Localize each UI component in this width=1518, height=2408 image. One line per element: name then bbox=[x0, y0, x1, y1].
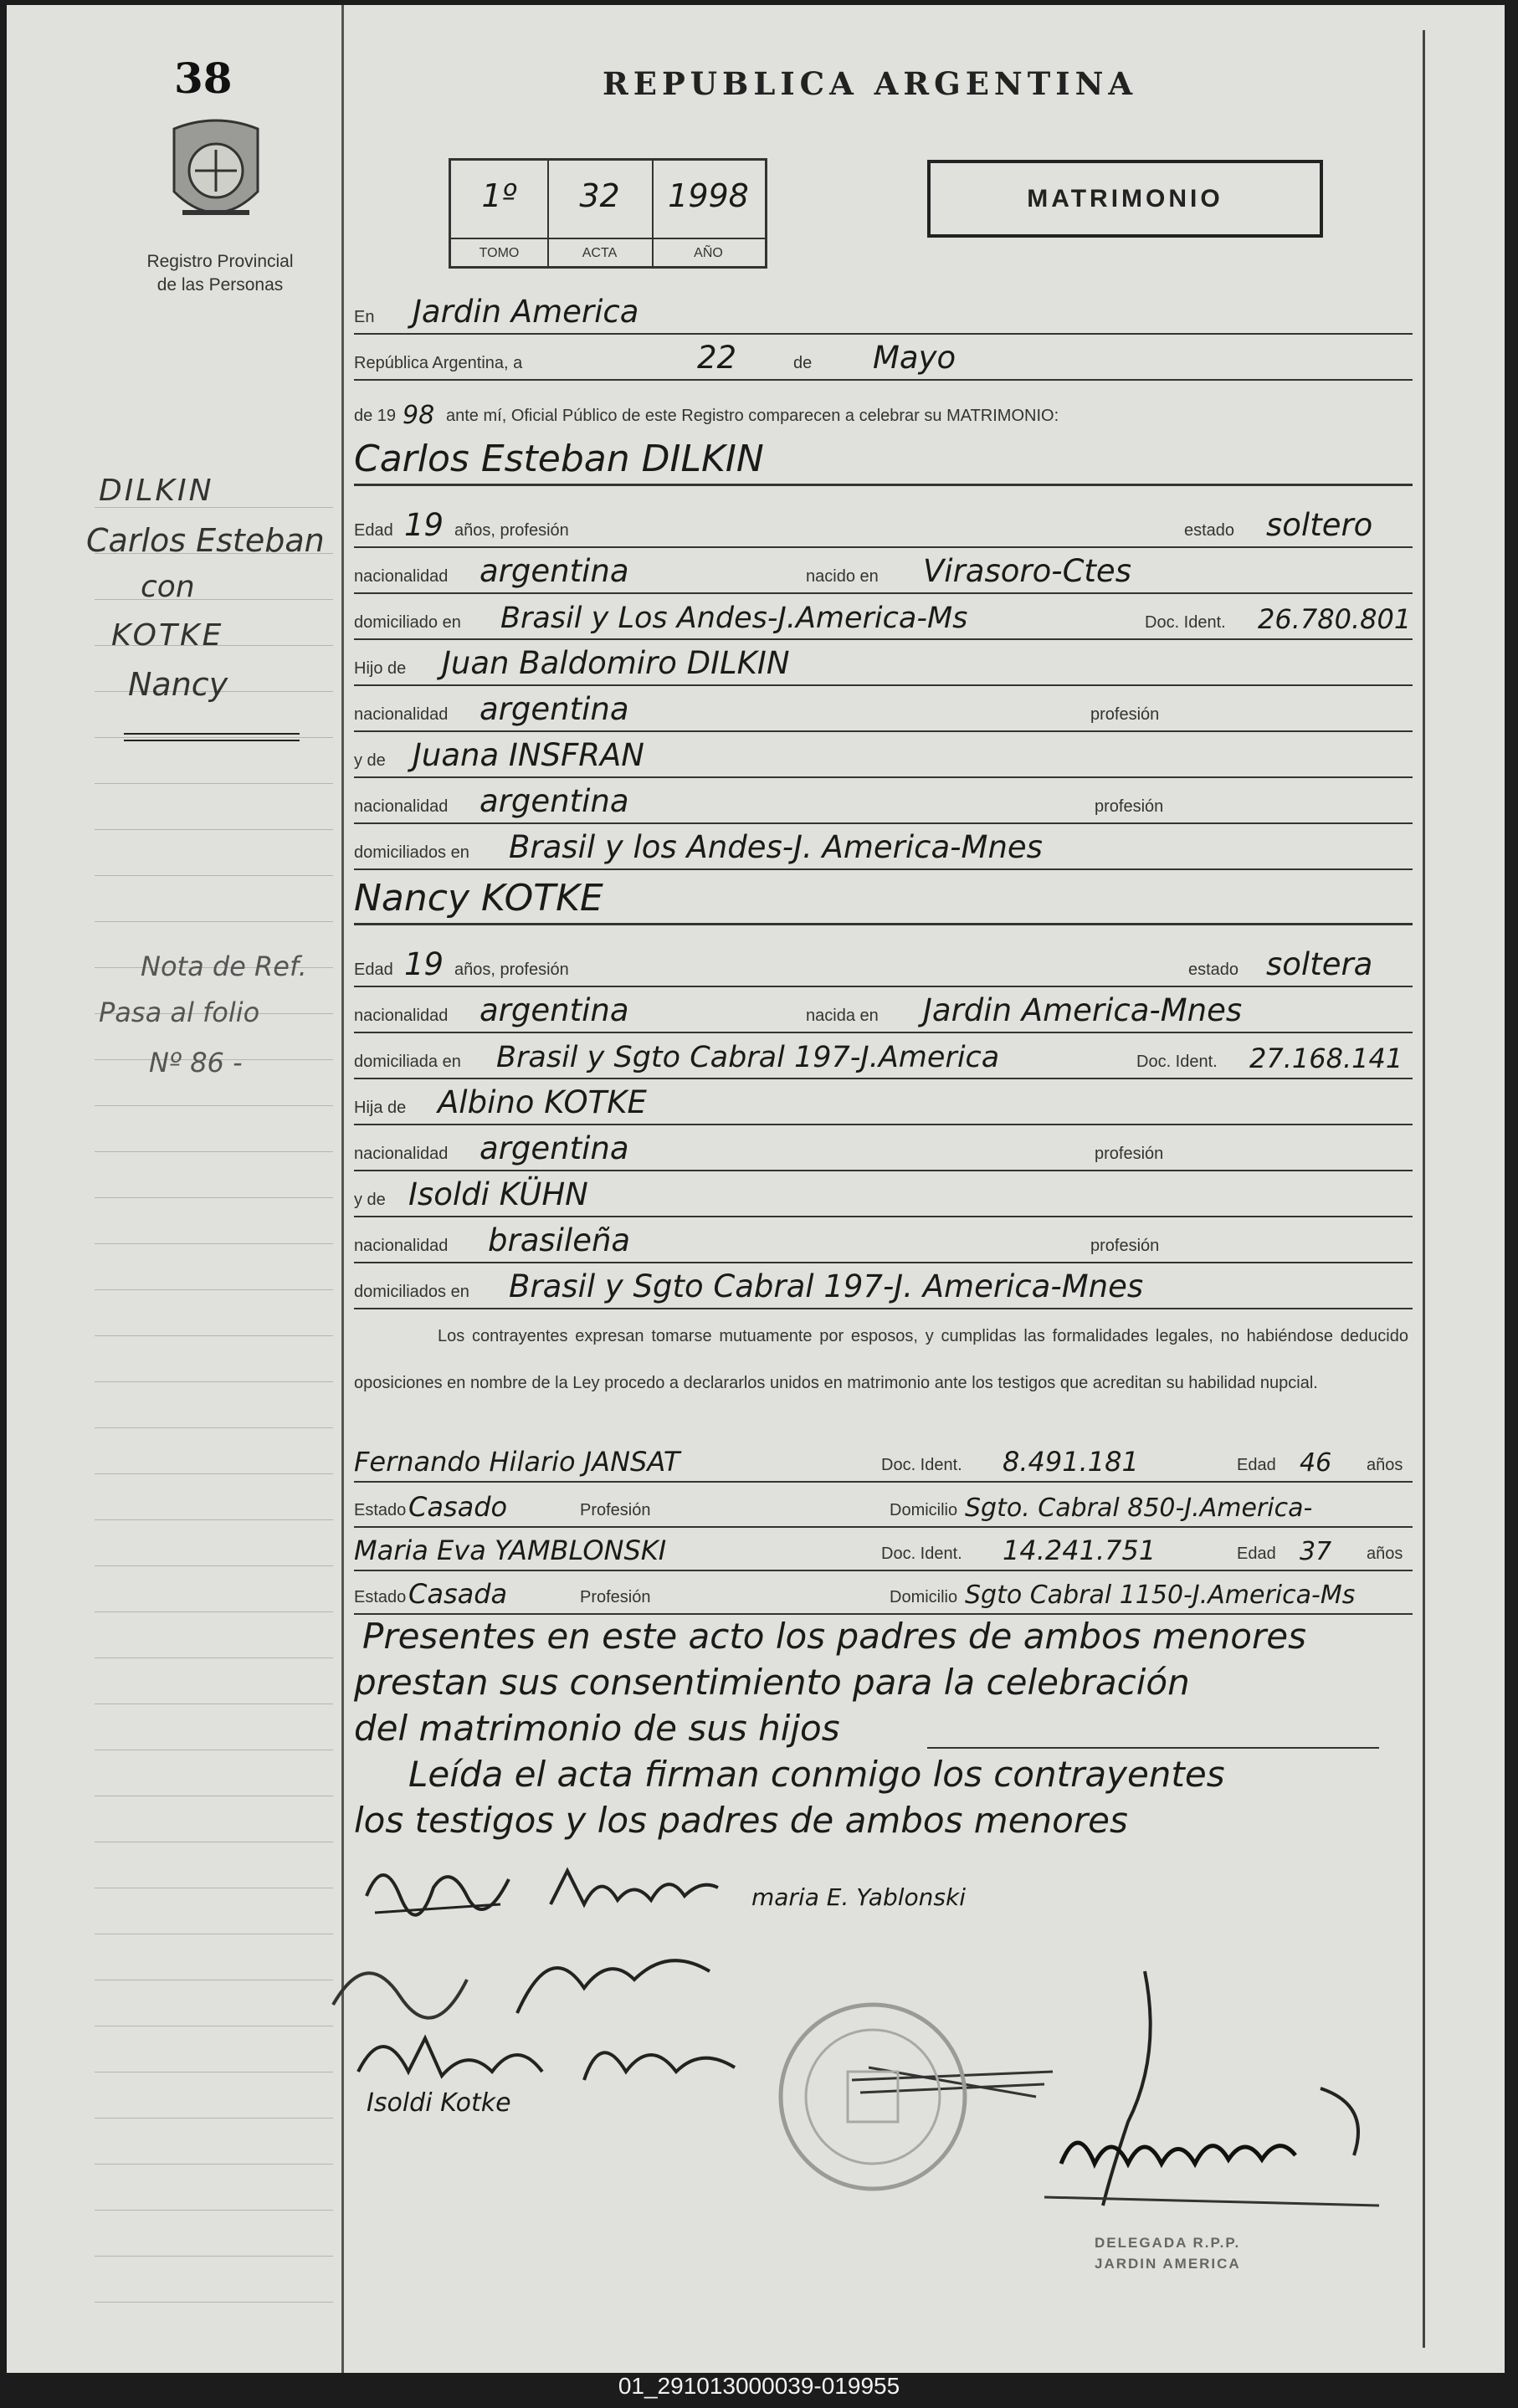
anio-value: 1998 bbox=[668, 177, 749, 214]
bride-name: Nancy KOTKE bbox=[354, 877, 603, 920]
margin-rule bbox=[95, 1381, 333, 1382]
acta-label: ACTA bbox=[582, 246, 618, 260]
y-de-label: y de bbox=[354, 751, 386, 770]
witness-1-details-line bbox=[354, 1483, 1413, 1528]
domicilio-label: Domicilio bbox=[890, 1588, 958, 1606]
margin-underline bbox=[124, 733, 300, 735]
witness-1-status: Casado bbox=[408, 1491, 508, 1523]
stamp-line-2: JARDIN AMERICA bbox=[1095, 2256, 1241, 2272]
margin-connector: con bbox=[141, 570, 195, 604]
place-line bbox=[354, 289, 1413, 335]
hijo-de-label: Hijo de bbox=[354, 659, 407, 678]
domiciliados-en-label: domiciliados en bbox=[354, 1283, 469, 1301]
hija-de-label: Hija de bbox=[354, 1099, 407, 1117]
anio-label: AÑO bbox=[694, 246, 723, 260]
bride-address-line bbox=[354, 1034, 1413, 1079]
page-number: 38 bbox=[174, 54, 233, 103]
margin-bride-name: Nancy bbox=[128, 666, 228, 703]
witness-2-details-line bbox=[354, 1570, 1413, 1615]
groom-doc: 26.780.801 bbox=[1258, 603, 1412, 635]
witness-2-age: 37 bbox=[1300, 1537, 1332, 1566]
registrar-signature bbox=[1028, 1955, 1396, 2222]
margin-rule bbox=[95, 737, 333, 738]
groom-nationality: argentina bbox=[480, 553, 629, 589]
margin-rule bbox=[95, 1473, 333, 1474]
margin-rule bbox=[95, 1519, 333, 1520]
witness-2-address: Sgto Cabral 1150-J.America-Ms bbox=[965, 1581, 1356, 1610]
anios-profesion-label: años, profesión bbox=[454, 961, 569, 979]
margin-bride-surname: KOTKE bbox=[111, 618, 224, 653]
witness-2-line bbox=[354, 1526, 1413, 1571]
bride-mother-nationality-line bbox=[354, 1218, 1413, 1263]
edad-label: Edad bbox=[1237, 1456, 1276, 1474]
margin-rule bbox=[95, 875, 333, 876]
estado-label: estado bbox=[1184, 521, 1235, 540]
margin-rule bbox=[95, 783, 333, 784]
province-emblem-icon bbox=[166, 112, 266, 233]
ceremony-place: Jardin America bbox=[413, 294, 639, 330]
domiciliada-en-label: domiciliada en bbox=[354, 1053, 461, 1071]
republica-label: República Argentina, a bbox=[354, 354, 523, 372]
witness-1-doc: 8.491.181 bbox=[1003, 1446, 1139, 1478]
doc-ident-label: Doc. Ident. bbox=[881, 1545, 962, 1563]
groom-parents-address-line bbox=[354, 825, 1413, 870]
ids-divider bbox=[451, 238, 765, 239]
signature-nancy bbox=[542, 1846, 726, 1929]
margin-rule bbox=[95, 1151, 333, 1152]
witness-1-name: Fernando Hilario JANSAT bbox=[354, 1446, 680, 1478]
margin-rule bbox=[95, 2256, 333, 2257]
nacionalidad-label: nacionalidad bbox=[354, 797, 449, 816]
registry-name bbox=[107, 250, 333, 297]
margin-rule bbox=[95, 1565, 333, 1566]
margin-column bbox=[7, 5, 344, 2373]
groom-mother-nationality-line bbox=[354, 779, 1413, 824]
estado-label: estado bbox=[1188, 961, 1239, 979]
tomo-value: 1º bbox=[481, 177, 517, 214]
groom-parents-address: Brasil y los Andes-J. America-Mnes bbox=[509, 829, 1043, 865]
profesion-label: Profesión bbox=[580, 1588, 651, 1606]
margin-rule bbox=[95, 2118, 333, 2119]
doc-ident-label: Doc. Ident. bbox=[1136, 1053, 1218, 1071]
document-type-box: MATRIMONIO bbox=[927, 160, 1323, 238]
margin-rule bbox=[95, 599, 333, 600]
estado-label: Estado bbox=[354, 1501, 407, 1519]
profesion-label: profesión bbox=[1090, 1237, 1160, 1255]
witness-2-doc: 14.241.751 bbox=[1003, 1534, 1156, 1566]
bride-mother-nationality: brasileña bbox=[488, 1222, 631, 1258]
profesion-label: profesión bbox=[1090, 705, 1160, 724]
groom-father-nationality: argentina bbox=[480, 691, 629, 727]
margin-rule bbox=[95, 1105, 333, 1106]
en-label: En bbox=[354, 308, 375, 326]
edad-label: Edad bbox=[354, 521, 393, 540]
groom-mother-line bbox=[354, 733, 1413, 778]
bride-nationality: argentina bbox=[480, 992, 629, 1028]
edad-label: Edad bbox=[354, 961, 393, 979]
margin-rule bbox=[95, 1657, 333, 1658]
groom-father-line bbox=[354, 641, 1413, 686]
signature-isoldi: Isoldi Kotke bbox=[367, 2088, 511, 2118]
anio-cell bbox=[652, 161, 765, 266]
note-line-1: Presentes en este acto los padres de ambos menores bbox=[362, 1616, 1306, 1657]
witness-1-age: 46 bbox=[1300, 1448, 1332, 1478]
bride-mother-line bbox=[354, 1172, 1413, 1217]
domiciliado-en-label: domiciliado en bbox=[354, 613, 461, 632]
margin-groom-surname: DILKIN bbox=[99, 474, 214, 508]
nacionalidad-label: nacionalidad bbox=[354, 567, 449, 586]
nacionalidad-label: nacionalidad bbox=[354, 1145, 449, 1163]
registry-line-1: Registro Provincial bbox=[146, 252, 294, 271]
margin-rule bbox=[95, 921, 333, 922]
groom-address: Brasil y Los Andes-J.America-Ms bbox=[500, 602, 968, 635]
groom-father-nationality-line bbox=[354, 687, 1413, 732]
bride-mother: Isoldi KÜHN bbox=[408, 1176, 588, 1212]
acta-value: 32 bbox=[579, 177, 620, 214]
stamp-line-1: DELEGADA R.P.P. bbox=[1095, 2235, 1241, 2251]
bride-doc: 27.168.141 bbox=[1249, 1043, 1403, 1074]
note-line-4: Leída el acta firman conmigo los contrayentes bbox=[408, 1754, 1225, 1795]
domicilio-label: Domicilio bbox=[890, 1501, 958, 1519]
signature-groom-father bbox=[358, 1846, 526, 1929]
country-title: REPUBLICA ARGENTINA bbox=[603, 65, 1138, 102]
nacida-en-label: nacida en bbox=[806, 1007, 879, 1025]
bride-status: soltera bbox=[1266, 946, 1373, 982]
groom-address-line bbox=[354, 595, 1413, 640]
margin-rule bbox=[95, 829, 333, 830]
tomo-cell bbox=[451, 161, 549, 266]
bride-name-line bbox=[354, 879, 1413, 925]
witness-2-status: Casada bbox=[408, 1578, 508, 1610]
record-ids-box bbox=[449, 158, 767, 269]
register-page bbox=[7, 5, 1505, 2373]
groom-name-line bbox=[354, 440, 1413, 486]
ceremony-day: 22 bbox=[697, 340, 737, 376]
bride-age: 19 bbox=[404, 946, 444, 982]
groom-mother-nationality: argentina bbox=[480, 783, 629, 819]
doc-ident-label: Doc. Ident. bbox=[881, 1456, 962, 1474]
bride-nationality-line bbox=[354, 988, 1413, 1033]
ceremony-month: Mayo bbox=[873, 340, 956, 376]
image-footer-code: 01_291013000039-019955 bbox=[618, 2373, 900, 2399]
anios-label: años bbox=[1367, 1545, 1403, 1563]
bride-parents-address: Brasil y Sgto Cabral 197-J. America-Mnes bbox=[509, 1268, 1144, 1304]
nacionalidad-label: nacionalidad bbox=[354, 1007, 449, 1025]
profesion-label: profesión bbox=[1095, 1145, 1164, 1163]
domiciliados-en-label: domiciliados en bbox=[354, 843, 469, 862]
estado-label: Estado bbox=[354, 1588, 407, 1606]
right-border bbox=[1423, 30, 1425, 2348]
margin-rule bbox=[95, 1243, 333, 1244]
bride-address: Brasil y Sgto Cabral 197-J.America bbox=[496, 1041, 1000, 1074]
witness-1-address: Sgto. Cabral 850-J.America- bbox=[965, 1493, 1313, 1523]
bride-birthplace: Jardin America-Mnes bbox=[923, 992, 1243, 1028]
witness-1-line bbox=[354, 1437, 1413, 1483]
ceremony-year: 98 bbox=[403, 401, 435, 430]
margin-note-line-3: Nº 86 - bbox=[149, 1047, 243, 1078]
profesion-label: Profesión bbox=[580, 1501, 651, 1519]
edad-label: Edad bbox=[1237, 1545, 1276, 1563]
y-de-label: y de bbox=[354, 1191, 386, 1209]
margin-rule bbox=[95, 2210, 333, 2211]
bride-father-nationality: argentina bbox=[480, 1130, 629, 1166]
margin-rule bbox=[95, 2302, 333, 2303]
margin-rule bbox=[95, 1289, 333, 1290]
de-label: de bbox=[793, 354, 813, 372]
margin-rule bbox=[95, 1335, 333, 1336]
margin-rule bbox=[95, 2164, 333, 2165]
bride-age-line bbox=[354, 942, 1413, 987]
margin-rule bbox=[95, 1197, 333, 1198]
margin-rule bbox=[95, 1427, 333, 1428]
nacido-en-label: nacido en bbox=[806, 567, 879, 586]
bride-father-nationality-line bbox=[354, 1126, 1413, 1171]
groom-age: 19 bbox=[404, 507, 444, 543]
groom-status: soltero bbox=[1266, 507, 1373, 543]
note-line-3: del matrimonio de sus hijos bbox=[354, 1708, 840, 1749]
date-line bbox=[354, 336, 1413, 381]
acta-cell bbox=[547, 161, 654, 266]
bride-father: Albino KOTKE bbox=[438, 1084, 647, 1120]
groom-father: Juan Baldomiro DILKIN bbox=[442, 645, 790, 681]
margin-note-line-2: Pasa al folio bbox=[99, 997, 260, 1028]
note-underline bbox=[927, 1747, 1379, 1749]
note-line-5: los testigos y los padres de ambos menores bbox=[354, 1800, 1128, 1841]
signature-maria: maria E. Yablonski bbox=[751, 1883, 966, 1911]
margin-groom-names: Carlos Esteban bbox=[86, 522, 325, 559]
nacionalidad-label: nacionalidad bbox=[354, 1237, 449, 1255]
margin-rule bbox=[95, 1611, 333, 1612]
declaration-text: Los contrayentes expresan tomarse mutuamente por esposos, y cumplidas las formalidades legales, no habiéndose deducido oposiciones en nombre de la Ley procedo a declararlos unidos en matrimonio ante los testigos que acreditan su habilidad nupcial. bbox=[354, 1327, 1408, 1392]
groom-name: Carlos Esteban DILKIN bbox=[354, 438, 764, 480]
groom-mother: Juana INSFRAN bbox=[413, 737, 644, 773]
tomo-label: TOMO bbox=[479, 246, 520, 260]
witness-2-name: Maria Eva YAMBLONSKI bbox=[354, 1534, 667, 1566]
year-line bbox=[354, 394, 1413, 432]
margin-note-line-1: Nota de Ref. bbox=[141, 950, 307, 982]
official-seal-icon bbox=[772, 1996, 973, 2197]
anios-label: años bbox=[1367, 1456, 1403, 1474]
groom-birthplace: Virasoro-Ctes bbox=[923, 553, 1131, 589]
margin-underline bbox=[124, 740, 300, 741]
groom-age-line bbox=[354, 503, 1413, 548]
bride-father-line bbox=[354, 1080, 1413, 1125]
note-line-2: prestan sus consentimiento para la celebración bbox=[354, 1662, 1190, 1703]
registry-line-2: de las Personas bbox=[156, 275, 284, 295]
doc-ident-label: Doc. Ident. bbox=[1145, 613, 1226, 632]
de19-label: de 19 bbox=[354, 407, 397, 425]
bride-parents-address-line bbox=[354, 1264, 1413, 1309]
nacionalidad-label: nacionalidad bbox=[354, 705, 449, 724]
groom-nationality-line bbox=[354, 549, 1413, 594]
anios-profesion-label: años, profesión bbox=[454, 521, 569, 540]
ante-mi-text: ante mí, Oficial Público de este Registro comparecen a celebrar su MATRIMONIO: bbox=[446, 407, 1059, 425]
profesion-label: profesión bbox=[1095, 797, 1164, 816]
